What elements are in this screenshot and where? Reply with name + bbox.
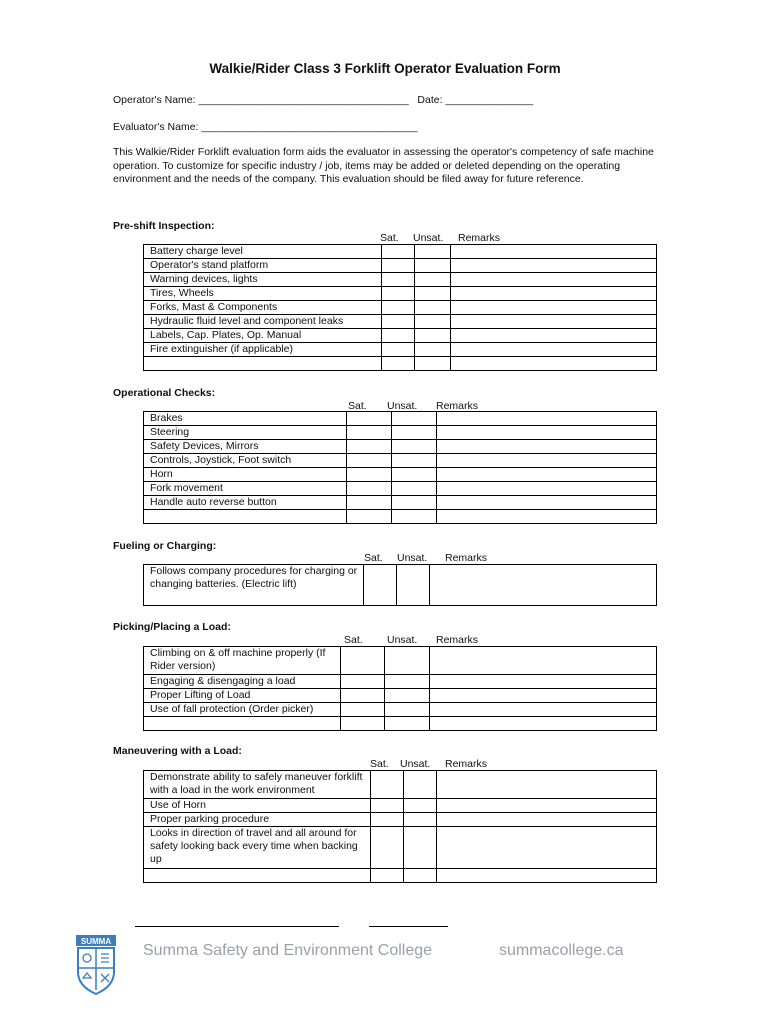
summa-logo: [74, 934, 118, 996]
item-label: Use of fall protection (Order picker): [144, 703, 341, 717]
unsat-cell[interactable]: [392, 482, 437, 496]
unsat-cell[interactable]: [392, 468, 437, 482]
sat-cell[interactable]: [371, 827, 404, 869]
table-row: [144, 273, 657, 287]
item-label: Use of Horn: [144, 799, 371, 813]
remarks-cell[interactable]: [437, 813, 657, 827]
item-label: Hydraulic fluid level and component leaks: [144, 315, 382, 329]
sat-cell[interactable]: [364, 565, 397, 606]
unsat-cell[interactable]: [392, 440, 437, 454]
intro-paragraph: This Walkie/Rider Forklift evaluation form aids the evaluator in assessing the operator's competency of safe machine operation. To customize for specific industry / job, items may be added or deleted depending on the operating environment and the needs of the company. This evaluation should be filed away for future reference.: [113, 146, 654, 186]
operational-table: [143, 411, 657, 524]
sat-cell[interactable]: [341, 689, 385, 703]
item-label: Follows company procedures for charging or changing batteries. (Electric lift): [144, 565, 364, 606]
sat-cell[interactable]: [371, 799, 404, 813]
table-row: [144, 454, 657, 468]
item-label: Fork movement: [144, 482, 347, 496]
unsat-cell[interactable]: [392, 454, 437, 468]
item-label[interactable]: [144, 717, 341, 731]
col-header-remarks: Remarks: [445, 552, 488, 564]
signature-date-line[interactable]: [369, 926, 448, 927]
remarks-cell[interactable]: [451, 287, 657, 301]
section-title-preshift: Pre-shift Inspection:: [113, 220, 215, 232]
sat-cell[interactable]: [382, 343, 415, 357]
sat-cell[interactable]: [371, 869, 404, 883]
unsat-cell[interactable]: [404, 771, 437, 799]
item-label: Brakes: [144, 412, 347, 426]
col-header-remarks: Remarks: [445, 758, 488, 770]
item-label: Battery charge level: [144, 245, 382, 259]
table-row: [144, 771, 657, 799]
remarks-cell[interactable]: [437, 454, 657, 468]
col-header-sat: Sat.: [344, 634, 363, 646]
table-row: [144, 468, 657, 482]
remarks-cell[interactable]: [437, 771, 657, 799]
remarks-cell[interactable]: [451, 343, 657, 357]
college-name: Summa Safety and Environment College: [143, 942, 433, 959]
remarks-cell[interactable]: [451, 259, 657, 273]
sat-cell[interactable]: [347, 482, 392, 496]
remarks-cell[interactable]: [451, 301, 657, 315]
table-row: [144, 412, 657, 426]
col-header-remarks: Remarks: [436, 634, 479, 646]
operator-name-line[interactable]: Operator's Name: ____________________________________ Date: _______________: [113, 94, 534, 106]
item-label: Proper Lifting of Load: [144, 689, 341, 703]
unsat-cell[interactable]: [415, 301, 451, 315]
table-row: [144, 799, 657, 813]
col-header-unsat: Unsat.: [413, 232, 444, 244]
item-label[interactable]: [144, 357, 382, 371]
item-label: Safety Devices, Mirrors: [144, 440, 347, 454]
sat-cell[interactable]: [347, 468, 392, 482]
item-label: Horn: [144, 468, 347, 482]
sat-cell[interactable]: [382, 259, 415, 273]
item-label: Fire extinguisher (if applicable): [144, 343, 382, 357]
sat-cell[interactable]: [382, 287, 415, 301]
unsat-cell[interactable]: [392, 510, 437, 524]
unsat-cell[interactable]: [415, 357, 451, 371]
remarks-cell[interactable]: [430, 675, 657, 689]
form-title: Walkie/Rider Class 3 Forklift Operator Evaluation Form: [209, 61, 561, 76]
unsat-cell[interactable]: [415, 259, 451, 273]
table-row: [144, 703, 657, 717]
sat-cell[interactable]: [382, 357, 415, 371]
unsat-cell[interactable]: [415, 315, 451, 329]
remarks-cell[interactable]: [430, 703, 657, 717]
col-header-unsat: Unsat.: [400, 758, 431, 770]
table-row: [144, 287, 657, 301]
table-row: [144, 496, 657, 510]
remarks-cell[interactable]: [437, 496, 657, 510]
table-row: [144, 315, 657, 329]
sat-cell[interactable]: [347, 440, 392, 454]
unsat-cell[interactable]: [397, 565, 430, 606]
table-row: [144, 482, 657, 496]
col-header-unsat: Unsat.: [387, 634, 418, 646]
unsat-cell[interactable]: [385, 717, 430, 731]
col-header-sat: Sat.: [348, 400, 367, 412]
unsat-cell[interactable]: [404, 813, 437, 827]
unsat-cell[interactable]: [385, 647, 430, 675]
item-label: Tires, Wheels: [144, 287, 382, 301]
item-label[interactable]: [144, 869, 371, 883]
maneuvering-table: [143, 770, 657, 883]
sat-cell[interactable]: [382, 315, 415, 329]
sat-cell[interactable]: [382, 245, 415, 259]
preshift-table: [143, 244, 657, 371]
table-row: [144, 813, 657, 827]
unsat-cell[interactable]: [415, 287, 451, 301]
sat-cell[interactable]: [347, 426, 392, 440]
unsat-cell[interactable]: [404, 869, 437, 883]
table-row: [144, 259, 657, 273]
unsat-cell[interactable]: [385, 689, 430, 703]
college-website[interactable]: summacollege.ca: [499, 942, 624, 959]
table-row: [144, 827, 657, 869]
unsat-cell[interactable]: [392, 496, 437, 510]
table-row: [144, 329, 657, 343]
remarks-cell[interactable]: [437, 412, 657, 426]
item-label: Operator's stand platform: [144, 259, 382, 273]
section-title-picking: Picking/Placing a Load:: [113, 621, 231, 633]
sat-cell[interactable]: [347, 510, 392, 524]
table-row: [144, 675, 657, 689]
fueling-table: [143, 564, 657, 606]
remarks-cell[interactable]: [451, 315, 657, 329]
sat-cell[interactable]: [347, 496, 392, 510]
unsat-cell[interactable]: [415, 273, 451, 287]
remarks-cell[interactable]: [451, 273, 657, 287]
table-row: [144, 510, 657, 524]
sat-cell[interactable]: [382, 301, 415, 315]
unsat-cell[interactable]: [392, 412, 437, 426]
unsat-cell[interactable]: [385, 703, 430, 717]
sat-cell[interactable]: [341, 647, 385, 675]
sat-cell[interactable]: [382, 329, 415, 343]
col-header-unsat: Unsat.: [387, 400, 418, 412]
table-row: [144, 440, 657, 454]
unsat-cell[interactable]: [415, 245, 451, 259]
col-header-remarks: Remarks: [436, 400, 479, 412]
sat-cell[interactable]: [341, 675, 385, 689]
remarks-cell[interactable]: [437, 426, 657, 440]
remarks-cell[interactable]: [437, 482, 657, 496]
logo-text: SUMMA: [80, 937, 112, 946]
unsat-cell[interactable]: [404, 827, 437, 869]
unsat-cell[interactable]: [404, 799, 437, 813]
table-row: [144, 717, 657, 731]
remarks-cell[interactable]: [451, 329, 657, 343]
remarks-cell[interactable]: [437, 440, 657, 454]
section-title-operational: Operational Checks:: [113, 387, 216, 399]
sat-cell[interactable]: [371, 813, 404, 827]
item-label: Climbing on & off machine properly (If Rider version): [144, 647, 341, 675]
remarks-cell[interactable]: [451, 357, 657, 371]
item-label[interactable]: [144, 510, 347, 524]
sat-cell[interactable]: [347, 412, 392, 426]
evaluator-name-line[interactable]: Evaluator's Name: _____________________________________: [113, 121, 418, 133]
section-title-maneuvering: Maneuvering with a Load:: [113, 745, 242, 757]
col-header-sat: Sat.: [370, 758, 389, 770]
item-label: Labels, Cap. Plates, Op. Manual: [144, 329, 382, 343]
table-row: [144, 426, 657, 440]
item-label: Engaging & disengaging a load: [144, 675, 341, 689]
table-row: [144, 357, 657, 371]
table-row: [144, 647, 657, 675]
item-label: Proper parking procedure: [144, 813, 371, 827]
sat-cell[interactable]: [341, 703, 385, 717]
unsat-cell[interactable]: [385, 675, 430, 689]
sat-cell[interactable]: [382, 273, 415, 287]
remarks-cell[interactable]: [430, 689, 657, 703]
shield-icon: [74, 934, 118, 996]
table-row: [144, 565, 657, 606]
col-header-remarks: Remarks: [458, 232, 501, 244]
signature-line[interactable]: [135, 926, 339, 927]
section-title-fueling: Fueling or Charging:: [113, 540, 217, 552]
sat-cell[interactable]: [341, 717, 385, 731]
remarks-cell[interactable]: [437, 827, 657, 869]
unsat-cell[interactable]: [392, 426, 437, 440]
picking-table: [143, 646, 657, 731]
remarks-cell[interactable]: [430, 717, 657, 731]
item-label: Steering: [144, 426, 347, 440]
item-label: Handle auto reverse button: [144, 496, 347, 510]
col-header-sat: Sat.: [364, 552, 383, 564]
item-label: Demonstrate ability to safely maneuver forklift with a load in the work environment: [144, 771, 371, 799]
remarks-cell[interactable]: [437, 799, 657, 813]
item-label: Looks in direction of travel and all around for safety looking back every time when backing up: [144, 827, 371, 869]
col-header-unsat: Unsat.: [397, 552, 428, 564]
item-label: Controls, Joystick, Foot switch: [144, 454, 347, 468]
remarks-cell[interactable]: [437, 869, 657, 883]
item-label: Forks, Mast & Components: [144, 301, 382, 315]
remarks-cell[interactable]: [430, 647, 657, 675]
table-row: [144, 869, 657, 883]
unsat-cell[interactable]: [415, 329, 451, 343]
remarks-cell[interactable]: [430, 565, 657, 606]
table-row: [144, 343, 657, 357]
remarks-cell[interactable]: [437, 510, 657, 524]
item-label: Warning devices, lights: [144, 273, 382, 287]
table-row: [144, 245, 657, 259]
remarks-cell[interactable]: [451, 245, 657, 259]
unsat-cell[interactable]: [415, 343, 451, 357]
col-header-sat: Sat.: [380, 232, 399, 244]
sat-cell[interactable]: [371, 771, 404, 799]
sat-cell[interactable]: [347, 454, 392, 468]
table-row: [144, 689, 657, 703]
table-row: [144, 301, 657, 315]
remarks-cell[interactable]: [437, 468, 657, 482]
